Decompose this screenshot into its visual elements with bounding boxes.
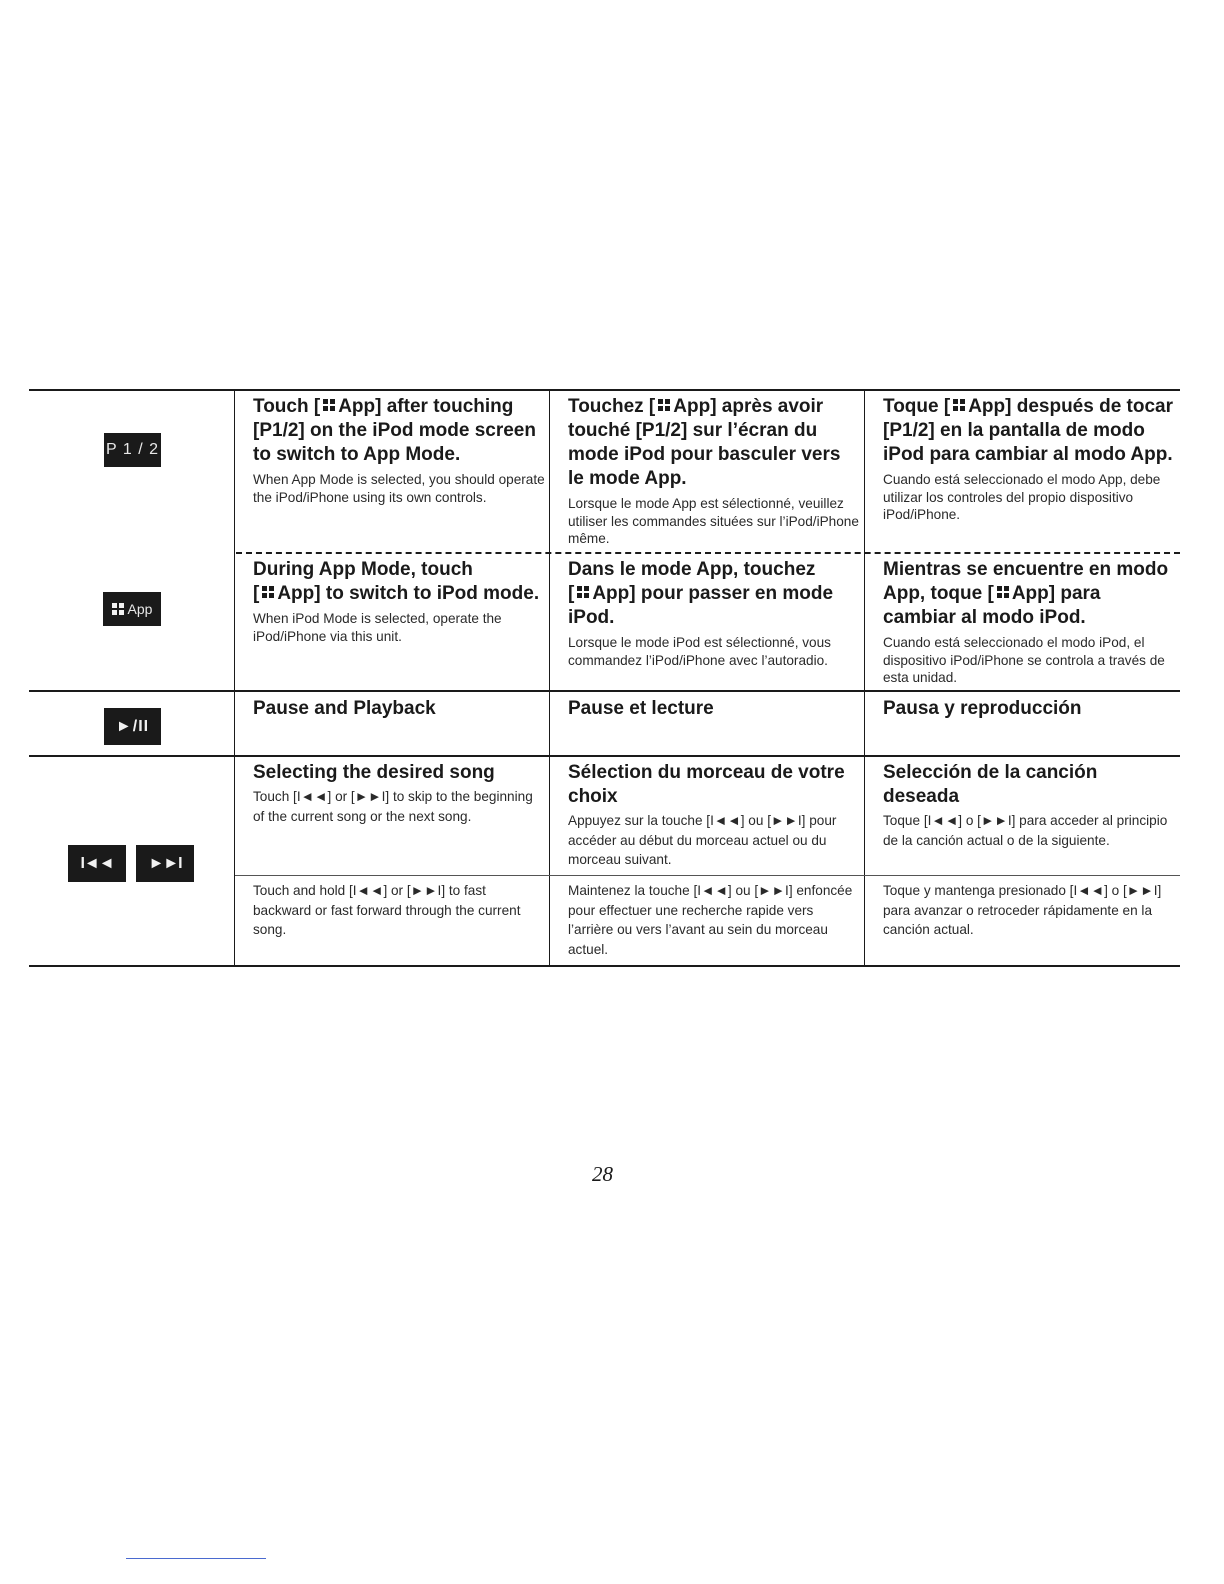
- p12-cell-en: [253, 395, 545, 506]
- bottom-rule: [126, 1558, 266, 1559]
- column-divider: [864, 390, 865, 966]
- page-number: 28: [592, 1162, 613, 1186]
- hold-body-es: Toque y mantenga presionado [I◄◄] o [►►I] para avanzar o retroceder rápidamente en la canción actual.: [883, 883, 1162, 937]
- hold-body-en: Touch and hold [I◄◄] or [►►I] to fast backward or fast forward through the current song.: [253, 883, 521, 937]
- app-grid-icon: [997, 586, 1009, 598]
- app-grid-icon: [577, 586, 589, 598]
- app-heading-fr: Dans le mode App, touchez [ App] pour passer en mode iPod.: [568, 559, 834, 628]
- pause-heading-es: Pausa y reproducción: [883, 698, 1082, 719]
- app-cell-en: [253, 558, 545, 645]
- previous-track-button[interactable]: [68, 845, 126, 882]
- p12-body-fr: Lorsque le mode App est sélectionné, veuillez utiliser les commandes situées sur l’iPod/iPhone même.: [568, 496, 859, 546]
- pause-cell-en: [253, 697, 545, 721]
- hold-cell-fr: [568, 881, 860, 959]
- app-grid-icon: [262, 586, 274, 598]
- table-top-rule: [29, 389, 1180, 391]
- app-grid-icon: [953, 399, 965, 411]
- select-body-es: Toque [I◄◄] o [►►I] para acceder al principio de la canción actual o de la siguiente.: [883, 813, 1168, 848]
- play-pause-icon: ►/II: [115, 717, 150, 735]
- app-cell-es: [883, 558, 1175, 687]
- p12-cell-es: [883, 395, 1175, 524]
- select-heading-es: Selección de la canción deseada: [883, 762, 1098, 807]
- pause-heading-fr: Pause et lecture: [568, 698, 714, 719]
- app-cell-fr: [568, 558, 860, 669]
- select-body-fr: Appuyez sur la touche [I◄◄] ou [►►I] pour accéder au début du morceau actuel ou du morceau suivant.: [568, 813, 837, 867]
- app-heading-es: Mientras se encuentre en modo App, toque [ App] para cambiar al modo iPod.: [883, 559, 1169, 628]
- select-heading-en: Selecting the desired song: [253, 762, 495, 783]
- app-body-es: Cuando está seleccionado el modo iPod, el dispositivo iPod/iPhone se controla a través de esta unidad.: [883, 635, 1165, 685]
- p12-body-es: Cuando está seleccionado el modo App, debe utilizar los controles del propio dispositivo iPod/iPhone.: [883, 472, 1161, 522]
- row-divider-pause: [29, 690, 1180, 692]
- column-divider: [549, 390, 550, 966]
- p12-cell-fr: [568, 395, 860, 548]
- dashed-divider: [236, 552, 1180, 554]
- p12-heading-fr: Touchez [ App] après avoir touché [P1/2] sur l’écran du mode iPod pour basculer vers le mode App.: [568, 396, 841, 489]
- app-heading-en: During App Mode, touch [ App] to switch to iPod mode.: [253, 559, 540, 604]
- hold-cell-es: [883, 881, 1175, 940]
- p12-heading-es: Toque [ App] después de tocar [P1/2] en la pantalla de modo iPod para cambiar al modo App.: [883, 396, 1174, 465]
- pause-cell-es: [883, 697, 1175, 721]
- pause-heading-en: Pause and Playback: [253, 698, 436, 719]
- p12-body-en: When App Mode is selected, you should operate the iPod/iPhone using its own controls.: [253, 472, 545, 505]
- app-grid-icon: [112, 603, 124, 615]
- hold-body-fr: Maintenez la touche [I◄◄] ou [►►I] enfoncée pour effectuer une recherche rapide vers l’arrière ou vers l’avant au sein du morceau actuel.: [568, 883, 853, 957]
- p1-2-label: P 1 / 2: [106, 441, 159, 458]
- column-divider: [234, 390, 235, 966]
- table-bottom-rule: [29, 965, 1180, 967]
- select-cell-es: [883, 761, 1175, 850]
- thin-divider: [235, 875, 1180, 876]
- app-body-fr: Lorsque le mode iPod est sélectionné, vous commandez l’iPod/iPhone avec l’autoradio.: [568, 635, 831, 668]
- app-grid-icon: [323, 399, 335, 411]
- p12-heading-en: Touch [ App] after touching [P1/2] on the iPod mode screen to switch to App Mode.: [253, 396, 536, 465]
- previous-track-icon: I◄◄: [80, 854, 114, 872]
- app-body-en: When iPod Mode is selected, operate the iPod/iPhone via this unit.: [253, 611, 502, 644]
- hold-cell-en: [253, 881, 545, 940]
- select-cell-en: [253, 761, 545, 826]
- next-track-icon: ►►I: [148, 854, 182, 872]
- next-track-button[interactable]: [136, 845, 194, 882]
- pause-cell-fr: [568, 697, 860, 721]
- app-grid-icon: [658, 399, 670, 411]
- play-pause-button[interactable]: [104, 708, 161, 745]
- p1-2-button[interactable]: [104, 433, 161, 467]
- select-heading-fr: Sélection du morceau de votre choix: [568, 762, 845, 807]
- select-cell-fr: [568, 761, 860, 870]
- select-body-en: Touch [I◄◄] or [►►I] to skip to the beginning of the current song or the next song.: [253, 789, 533, 824]
- app-button[interactable]: [103, 592, 161, 626]
- row-divider-select: [29, 755, 1180, 757]
- app-label: App: [127, 601, 153, 617]
